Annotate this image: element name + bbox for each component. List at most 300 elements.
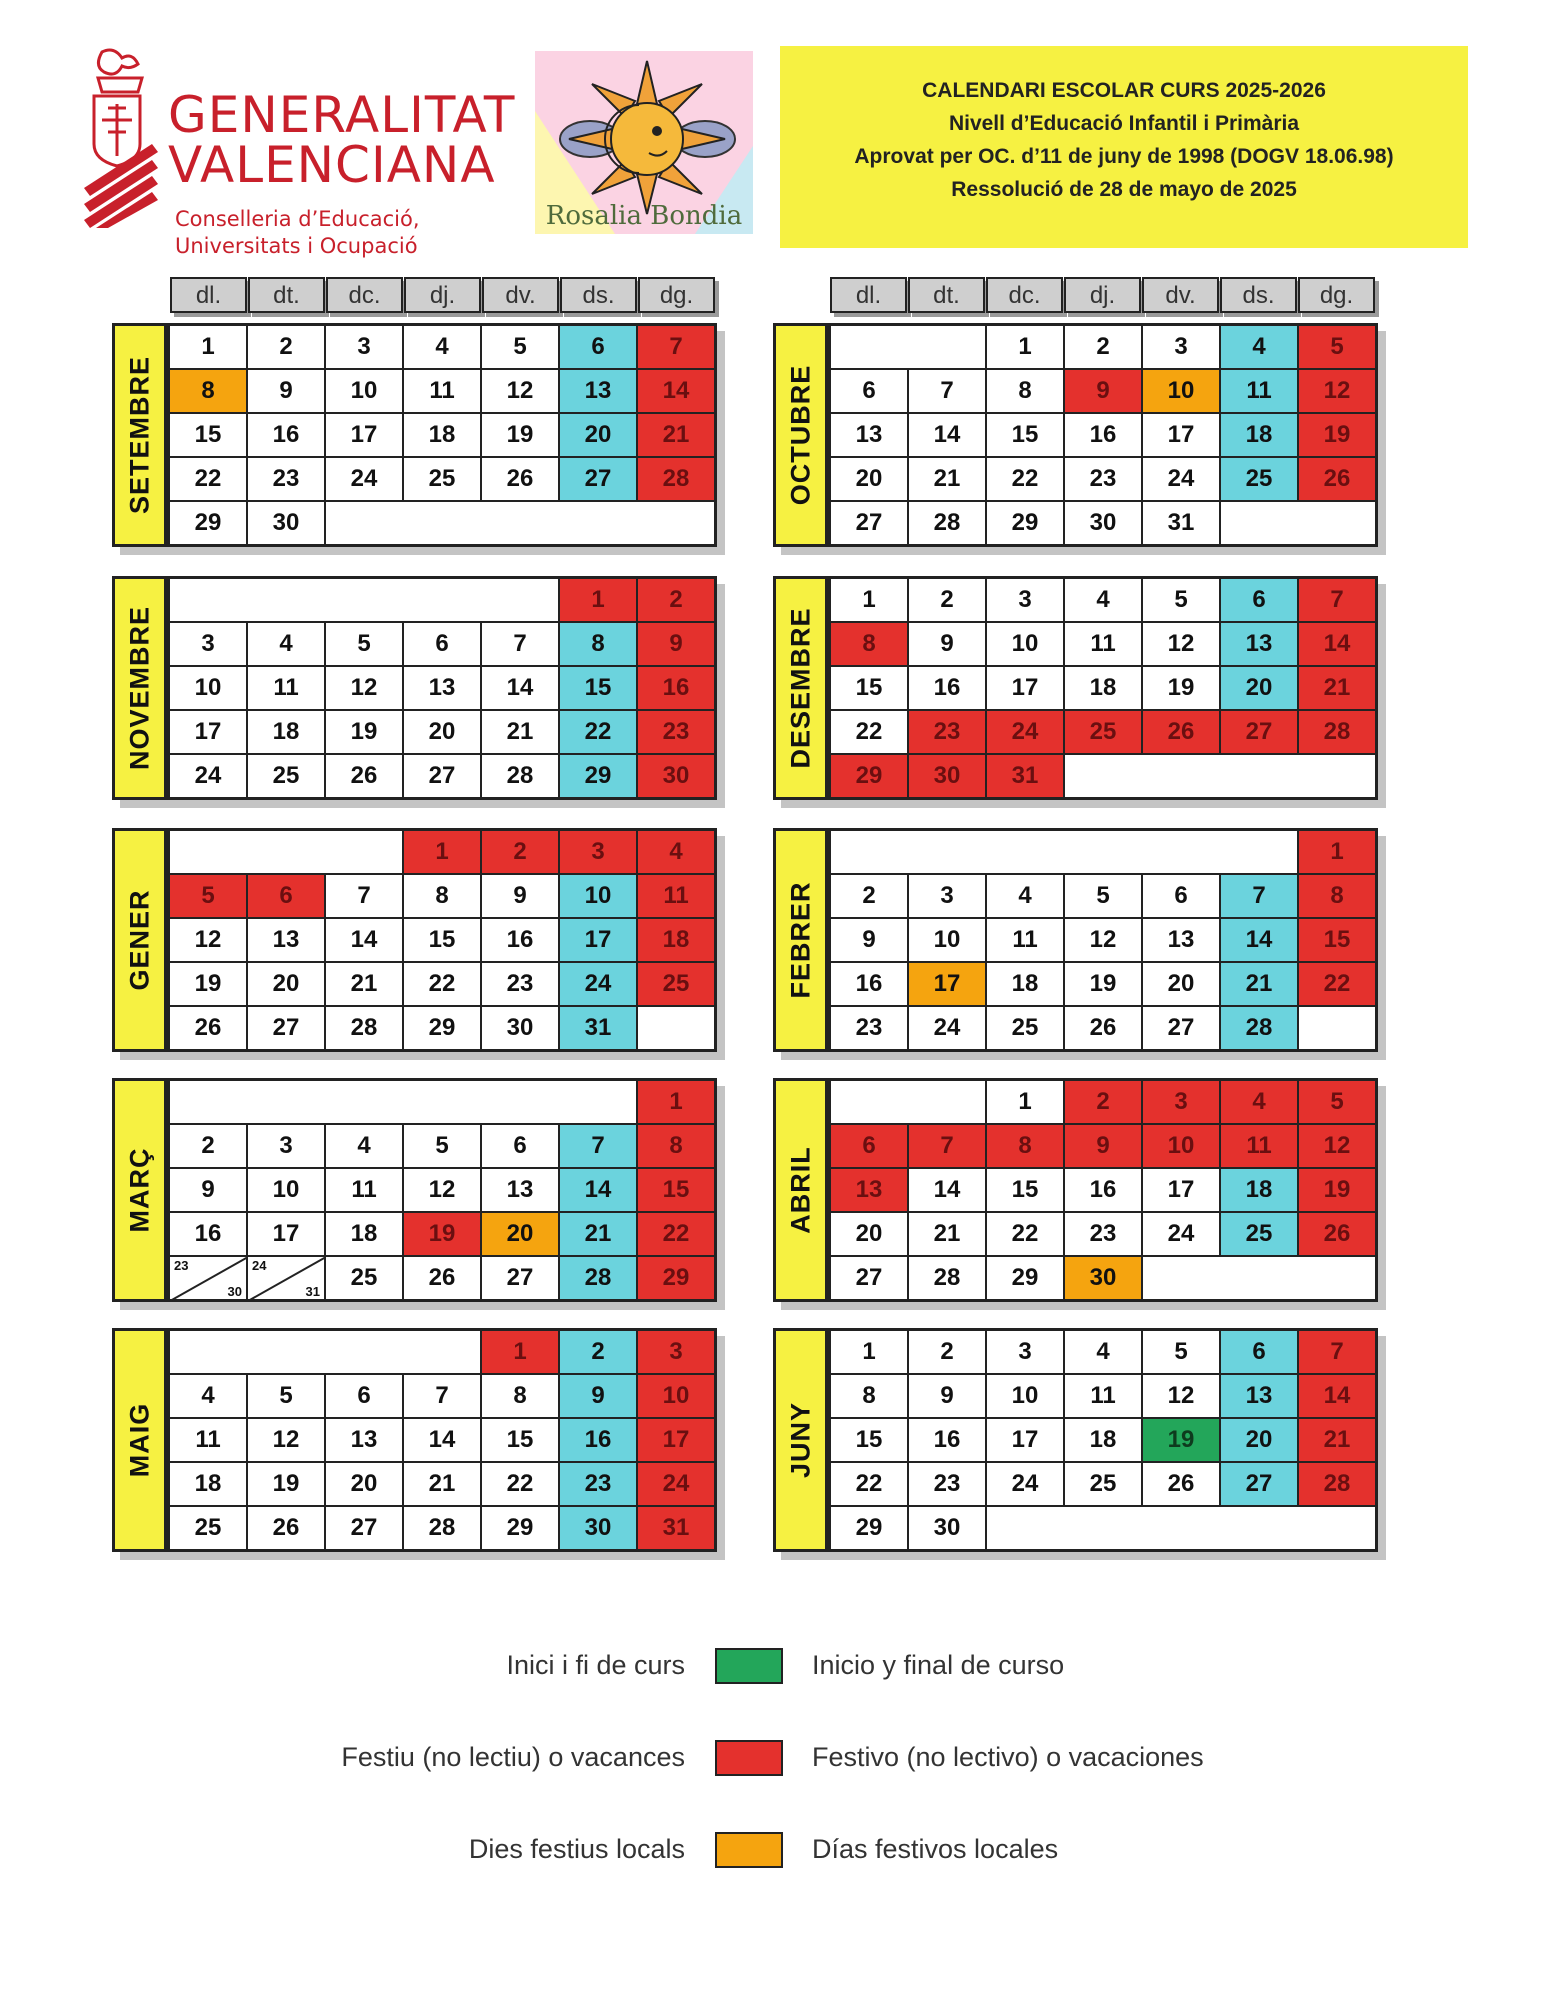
day-cell: 26: [169, 1006, 247, 1050]
day-cell: 24: [637, 1462, 715, 1506]
day-cell: 29: [559, 754, 637, 798]
day-cell: 8: [1298, 874, 1376, 918]
blank-cell: [1220, 501, 1376, 545]
month-juny: [773, 1328, 1379, 1552]
day-cell: 15: [481, 1418, 559, 1462]
day-cell: 29: [169, 501, 247, 545]
day-cell: 17: [1142, 413, 1220, 457]
day-cell: 4: [403, 325, 481, 369]
day-cell: 14: [481, 666, 559, 710]
day-cell: 14: [908, 1168, 986, 1212]
day-number-top: 24: [252, 1258, 267, 1273]
day-cell: 27: [481, 1256, 559, 1300]
day-cell: 2: [1064, 1080, 1142, 1124]
blank-cell: [830, 1080, 986, 1124]
month-label: [773, 1078, 828, 1302]
blank-cell: [169, 578, 559, 622]
day-cell: 12: [169, 918, 247, 962]
day-cell: 5: [325, 622, 403, 666]
day-cell: 8: [830, 622, 908, 666]
day-number-top: 23: [174, 1258, 189, 1273]
day-cell: 25: [1220, 1212, 1298, 1256]
day-cell: 29: [986, 501, 1064, 545]
day-cell: 4: [1220, 325, 1298, 369]
day-cell: 12: [1298, 369, 1376, 413]
day-cell: 23: [637, 710, 715, 754]
day-cell: 22: [986, 457, 1064, 501]
legend-label-es: Inicio y final de curso: [812, 1650, 1065, 1680]
day-number-bottom: 31: [305, 1284, 320, 1299]
day-cell: 10: [169, 666, 247, 710]
day-cell: 14: [637, 369, 715, 413]
month-name: ABRIL: [785, 1146, 815, 1234]
day-cell: 13: [1220, 1374, 1298, 1418]
day-cell: 10: [325, 369, 403, 413]
day-cell: 27: [1220, 1462, 1298, 1506]
day-cell: 12: [481, 369, 559, 413]
day-cell: 28: [481, 754, 559, 798]
day-cell: 30: [1064, 501, 1142, 545]
day-cell: 16: [908, 1418, 986, 1462]
day-cell: 30: [481, 1006, 559, 1050]
day-cell: 11: [169, 1418, 247, 1462]
day-cell: 9: [169, 1168, 247, 1212]
day-cell: 22: [169, 457, 247, 501]
day-cell: 6: [1220, 578, 1298, 622]
day-cell: 28: [637, 457, 715, 501]
day-cell: 25: [247, 754, 325, 798]
day-cell: 2: [481, 830, 559, 874]
month-setembre: [112, 323, 718, 547]
blank-cell: [1142, 1256, 1376, 1300]
day-cell: 25: [169, 1506, 247, 1550]
weekday-dv: dv.: [482, 277, 559, 313]
day-cell: 3: [986, 1330, 1064, 1374]
day-cell: 28: [403, 1506, 481, 1550]
month-name: OCTUBRE: [785, 364, 815, 506]
day-cell: 15: [830, 666, 908, 710]
day-cell: 8: [481, 1374, 559, 1418]
day-cell: 27: [325, 1506, 403, 1550]
blank-cell: [169, 1330, 481, 1374]
day-cell: 5: [481, 325, 559, 369]
month-label: [112, 1078, 167, 1302]
day-cell: 18: [1064, 666, 1142, 710]
school-name: Rosalia Bondia: [545, 201, 743, 231]
day-cell: 14: [1298, 622, 1376, 666]
weekday-dj: dj.: [1064, 277, 1141, 313]
day-cell: 11: [637, 874, 715, 918]
day-cell: 2: [1064, 325, 1142, 369]
day-cell: 16: [908, 666, 986, 710]
day-cell: 22: [830, 1462, 908, 1506]
blank-cell: [1298, 1006, 1376, 1050]
day-cell: 2: [169, 1124, 247, 1168]
day-cell: 11: [403, 369, 481, 413]
day-cell: 14: [908, 413, 986, 457]
day-cell: 13: [830, 413, 908, 457]
day-cell: 22: [403, 962, 481, 1006]
day-cell: 2: [637, 578, 715, 622]
weekday-dv: dv.: [1142, 277, 1219, 313]
legend-label-ca: Festiu (no lectiu) o vacances: [341, 1742, 685, 1772]
day-cell: 27: [830, 1256, 908, 1300]
day-cell: 23: [1064, 1212, 1142, 1256]
generalitat-emblem-icon: [80, 48, 162, 228]
day-cell: 29: [830, 754, 908, 798]
day-cell: 22: [830, 710, 908, 754]
weekday-dj: dj.: [404, 277, 481, 313]
day-cell: 26: [247, 1506, 325, 1550]
legend-swatch: [715, 1648, 783, 1684]
day-cell: 9: [1064, 369, 1142, 413]
title-box: [780, 46, 1468, 248]
day-cell: 13: [1220, 622, 1298, 666]
day-cell: 11: [986, 918, 1064, 962]
day-cell: 16: [481, 918, 559, 962]
day-cell: 7: [908, 369, 986, 413]
legend-label-es: Festivo (no lectivo) o vacaciones: [812, 1742, 1204, 1772]
day-cell: 29: [986, 1256, 1064, 1300]
day-cell: 25: [403, 457, 481, 501]
day-cell: 15: [637, 1168, 715, 1212]
day-cell: 1: [637, 1080, 715, 1124]
month-name: NOVEMBRE: [124, 605, 154, 771]
day-cell: 19: [1142, 666, 1220, 710]
school-logo: [535, 51, 753, 234]
month-grid: [167, 828, 717, 1052]
day-cell: 19: [403, 1212, 481, 1256]
day-cell: 11: [1220, 369, 1298, 413]
month-grid: [828, 576, 1378, 800]
day-cell: 25: [325, 1256, 403, 1300]
day-cell: 2: [559, 1330, 637, 1374]
day-cell: 18: [637, 918, 715, 962]
day-cell: 2: [247, 325, 325, 369]
day-cell: 28: [1220, 1006, 1298, 1050]
day-cell: 31: [1142, 501, 1220, 545]
day-cell: 7: [1298, 578, 1376, 622]
day-cell: 31: [559, 1006, 637, 1050]
day-cell: 3: [325, 325, 403, 369]
weekday-ds: ds.: [1220, 277, 1297, 313]
day-cell: 7: [481, 622, 559, 666]
day-cell: 11: [1064, 1374, 1142, 1418]
blank-cell: [169, 1080, 637, 1124]
month-grid: [167, 1078, 717, 1302]
title-line-1: CALENDARI ESCOLAR CURS 2025-2026: [922, 79, 1326, 102]
day-cell: 3: [247, 1124, 325, 1168]
day-cell: 10: [247, 1168, 325, 1212]
day-cell: 30: [908, 1506, 986, 1550]
day-cell: 10: [1142, 1124, 1220, 1168]
day-cell: 18: [403, 413, 481, 457]
blank-cell: [169, 830, 403, 874]
day-cell: 25: [1064, 1462, 1142, 1506]
generalitat-logo: [80, 48, 516, 263]
day-cell: 16: [637, 666, 715, 710]
day-cell: 13: [481, 1168, 559, 1212]
weekday-dt: dt.: [248, 277, 325, 313]
day-cell: 3: [908, 874, 986, 918]
day-cell: 6: [1142, 874, 1220, 918]
day-cell: 9: [559, 1374, 637, 1418]
title-line-2: Nivell d’Educació Infantil i Primària: [948, 112, 1300, 135]
month-name: FEBRER: [785, 881, 815, 999]
day-cell: 10: [559, 874, 637, 918]
day-cell: 21: [325, 962, 403, 1006]
day-cell: 29: [830, 1506, 908, 1550]
day-cell: 20: [1220, 666, 1298, 710]
day-cell: 24: [169, 754, 247, 798]
day-cell: 22: [1298, 962, 1376, 1006]
day-cell: 12: [1064, 918, 1142, 962]
day-cell: 6: [830, 369, 908, 413]
org-name-line2: VALENCIANA: [168, 136, 496, 194]
day-cell: 5: [1142, 578, 1220, 622]
month-label: [112, 828, 167, 1052]
day-cell: 28: [908, 1256, 986, 1300]
day-cell: 26: [1142, 710, 1220, 754]
weekday-dt: dt.: [908, 277, 985, 313]
day-cell: 30: [908, 754, 986, 798]
weekday-header-right: [830, 277, 1382, 315]
day-cell: 6: [325, 1374, 403, 1418]
day-cell: 18: [247, 710, 325, 754]
day-cell: 8: [403, 874, 481, 918]
day-cell: 17: [559, 918, 637, 962]
day-cell: 16: [1064, 413, 1142, 457]
day-cell: 8: [169, 369, 247, 413]
day-cell: 20: [830, 457, 908, 501]
day-cell: 19: [1064, 962, 1142, 1006]
day-cell: 28: [559, 1256, 637, 1300]
day-cell: 24: [1142, 457, 1220, 501]
day-cell: 15: [559, 666, 637, 710]
day-cell: 18: [1064, 1418, 1142, 1462]
day-cell: [247, 1256, 325, 1300]
weekday-dg: dg.: [1298, 277, 1375, 313]
day-cell: 11: [325, 1168, 403, 1212]
day-cell: 28: [908, 501, 986, 545]
day-cell: 12: [1298, 1124, 1376, 1168]
day-cell: 22: [481, 1462, 559, 1506]
day-cell: 30: [637, 754, 715, 798]
month-label: [112, 576, 167, 800]
day-cell: 10: [1142, 369, 1220, 413]
day-cell: [169, 1256, 247, 1300]
month-label: [773, 576, 828, 800]
day-cell: 19: [1298, 413, 1376, 457]
day-cell: 7: [637, 325, 715, 369]
month-novembre: [112, 576, 718, 800]
day-cell: 24: [986, 710, 1064, 754]
day-cell: 6: [403, 622, 481, 666]
day-cell: 13: [247, 918, 325, 962]
day-cell: 2: [908, 1330, 986, 1374]
day-cell: 20: [325, 1462, 403, 1506]
day-cell: 28: [1298, 710, 1376, 754]
day-cell: 1: [403, 830, 481, 874]
day-cell: 9: [830, 918, 908, 962]
day-cell: 8: [830, 1374, 908, 1418]
day-cell: 24: [908, 1006, 986, 1050]
day-cell: 23: [1064, 457, 1142, 501]
day-cell: 26: [1142, 1462, 1220, 1506]
day-cell: 18: [325, 1212, 403, 1256]
title-line-4: Ressolució de 28 de mayo de 2025: [951, 178, 1297, 201]
month-label: [773, 1328, 828, 1552]
day-cell: 18: [1220, 1168, 1298, 1212]
day-cell: 1: [986, 1080, 1064, 1124]
day-cell: 13: [325, 1418, 403, 1462]
day-cell: 6: [481, 1124, 559, 1168]
day-cell: 21: [1298, 666, 1376, 710]
day-cell: 27: [559, 457, 637, 501]
day-cell: 1: [1298, 830, 1376, 874]
day-cell: 15: [986, 413, 1064, 457]
month-grid: [167, 576, 717, 800]
month-març: [112, 1078, 718, 1302]
org-subtitle-line1: Conselleria d’Educació,: [175, 207, 420, 231]
day-cell: 20: [1142, 962, 1220, 1006]
day-cell: 9: [247, 369, 325, 413]
day-cell: 20: [1220, 1418, 1298, 1462]
day-cell: 20: [247, 962, 325, 1006]
day-cell: 5: [1064, 874, 1142, 918]
day-cell: 4: [325, 1124, 403, 1168]
day-cell: 26: [481, 457, 559, 501]
day-cell: 18: [986, 962, 1064, 1006]
day-cell: 22: [637, 1212, 715, 1256]
day-cell: 20: [403, 710, 481, 754]
day-cell: 29: [637, 1256, 715, 1300]
day-cell: 21: [1220, 962, 1298, 1006]
day-cell: 10: [986, 1374, 1064, 1418]
day-cell: 10: [986, 622, 1064, 666]
day-cell: 8: [637, 1124, 715, 1168]
legend-label-ca: Inici i fi de curs: [506, 1650, 685, 1680]
day-cell: 21: [403, 1462, 481, 1506]
month-name: SETEMBRE: [124, 355, 154, 515]
day-cell: 30: [1064, 1256, 1142, 1300]
day-cell: 21: [1298, 1418, 1376, 1462]
month-label: [112, 1328, 167, 1552]
month-febrer: [773, 828, 1379, 1052]
weekday-ds: ds.: [560, 277, 637, 313]
day-cell: 1: [481, 1330, 559, 1374]
day-cell: 31: [986, 754, 1064, 798]
day-cell: 25: [1064, 710, 1142, 754]
month-grid: [828, 323, 1378, 547]
day-cell: 23: [559, 1462, 637, 1506]
day-cell: 16: [169, 1212, 247, 1256]
day-number-bottom: 30: [227, 1284, 242, 1299]
day-cell: 29: [481, 1506, 559, 1550]
day-cell: 4: [247, 622, 325, 666]
day-cell: 9: [637, 622, 715, 666]
day-cell: 10: [637, 1374, 715, 1418]
day-cell: 12: [247, 1418, 325, 1462]
title-line-3: Aprovat per OC. d’11 de juny de 1998 (DOGV 18.06.98): [854, 145, 1394, 168]
day-cell: 12: [1142, 622, 1220, 666]
day-cell: 6: [1220, 1330, 1298, 1374]
month-maig: [112, 1328, 718, 1552]
month-gener: [112, 828, 718, 1052]
month-abril: [773, 1078, 1379, 1302]
day-cell: 4: [637, 830, 715, 874]
day-cell: 16: [247, 413, 325, 457]
day-cell: 17: [169, 710, 247, 754]
day-cell: 4: [986, 874, 1064, 918]
day-cell: 17: [986, 666, 1064, 710]
day-cell: 24: [986, 1462, 1064, 1506]
day-cell: 19: [1142, 1418, 1220, 1462]
day-cell: 13: [559, 369, 637, 413]
month-desembre: [773, 576, 1379, 800]
month-label: [112, 323, 167, 547]
day-cell: 5: [403, 1124, 481, 1168]
day-cell: 9: [908, 622, 986, 666]
day-cell: 22: [986, 1212, 1064, 1256]
day-cell: 25: [986, 1006, 1064, 1050]
day-cell: 27: [1220, 710, 1298, 754]
day-cell: 26: [403, 1256, 481, 1300]
day-cell: 28: [1298, 1462, 1376, 1506]
day-cell: 7: [1220, 874, 1298, 918]
day-cell: 3: [169, 622, 247, 666]
day-cell: 27: [830, 501, 908, 545]
weekday-header-left: [170, 277, 722, 315]
day-cell: 26: [1064, 1006, 1142, 1050]
month-label: [773, 828, 828, 1052]
day-cell: 4: [169, 1374, 247, 1418]
month-name: GENER: [124, 889, 154, 991]
day-cell: 8: [986, 1124, 1064, 1168]
legend-swatch: [715, 1832, 783, 1868]
day-cell: 21: [637, 413, 715, 457]
day-cell: 8: [986, 369, 1064, 413]
day-cell: 3: [986, 578, 1064, 622]
day-cell: 11: [1064, 622, 1142, 666]
day-cell: 17: [1142, 1168, 1220, 1212]
day-cell: 13: [1142, 918, 1220, 962]
day-cell: 30: [559, 1506, 637, 1550]
day-cell: 4: [1064, 578, 1142, 622]
day-cell: 17: [247, 1212, 325, 1256]
day-cell: 4: [1220, 1080, 1298, 1124]
day-cell: 6: [247, 874, 325, 918]
blank-cell: [986, 1506, 1376, 1550]
day-cell: 20: [559, 413, 637, 457]
blank-cell: [830, 830, 1298, 874]
blank-cell: [637, 1006, 715, 1050]
day-cell: 2: [830, 874, 908, 918]
day-cell: 15: [830, 1418, 908, 1462]
day-cell: 7: [1298, 1330, 1376, 1374]
day-cell: 8: [559, 622, 637, 666]
day-cell: 26: [1298, 1212, 1376, 1256]
day-cell: 13: [403, 666, 481, 710]
day-cell: 17: [908, 962, 986, 1006]
day-cell: 19: [481, 413, 559, 457]
day-cell: 7: [908, 1124, 986, 1168]
day-cell: 31: [637, 1506, 715, 1550]
blank-cell: [830, 325, 986, 369]
day-cell: 1: [986, 325, 1064, 369]
day-cell: 18: [1220, 413, 1298, 457]
month-octubre: [773, 323, 1379, 547]
